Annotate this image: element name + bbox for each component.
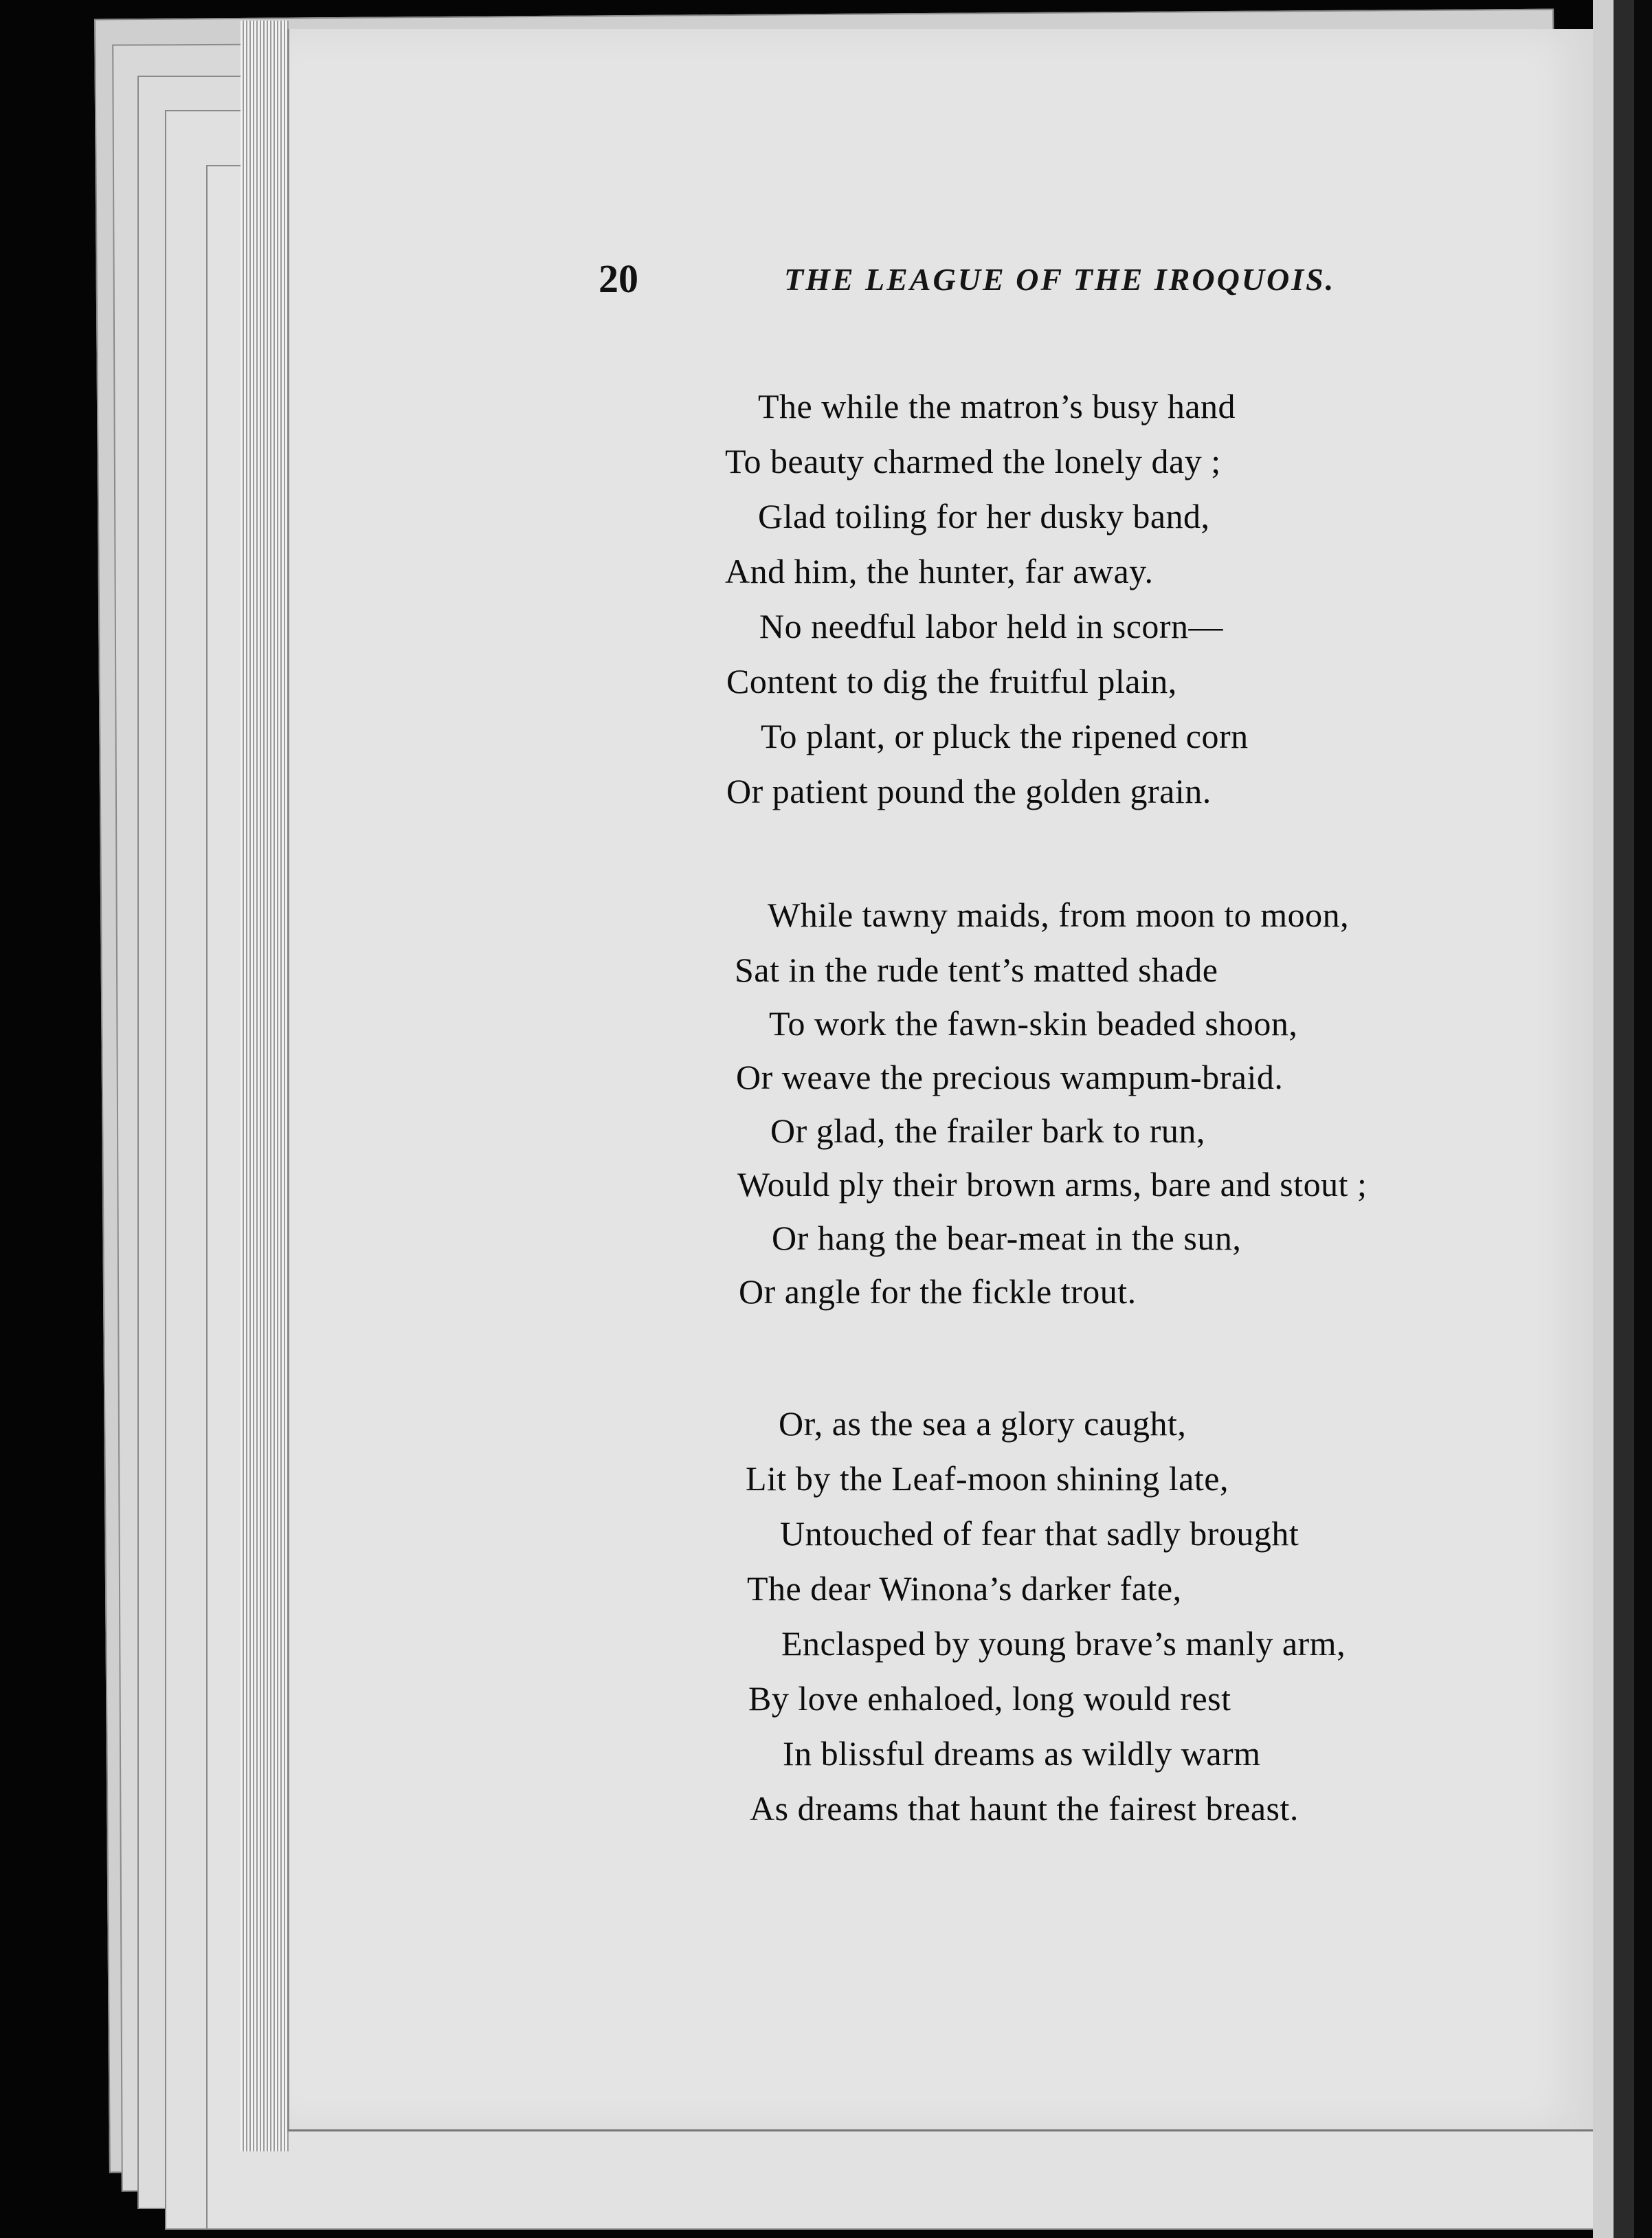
- poem-line: Content to dig the fruitful plain,: [726, 662, 1177, 700]
- poem-line: Or patient pound the golden grain.: [726, 772, 1212, 810]
- page-stack-edges: [241, 21, 289, 2151]
- poem-line: By love enhaloed, long would rest: [748, 1679, 1231, 1718]
- poem-line: To work the fawn-skin beaded shoon,: [769, 1004, 1298, 1043]
- poem-line: Or weave the precious wampum-braid.: [736, 1058, 1284, 1096]
- poem-line: The while the matron’s busy hand: [758, 387, 1236, 425]
- poem-line: And him, the hunter, far away.: [725, 552, 1154, 590]
- poem-line: No needful labor held in scorn—: [759, 607, 1224, 645]
- poem-line: Lit by the Leaf-moon shining late,: [746, 1459, 1229, 1498]
- poem-line: As dreams that haunt the fairest breast.: [750, 1789, 1299, 1828]
- poem-line: The dear Winona’s darker fate,: [747, 1569, 1182, 1608]
- page-header: [289, 235, 1595, 304]
- poem-line: Or hang the bear-meat in the sun,: [772, 1219, 1242, 1257]
- running-title: THE LEAGUE OF THE IROQUOIS.: [784, 262, 1336, 297]
- poem-line: Or, as the sea a glory caught,: [779, 1404, 1187, 1443]
- scan-right-edge: [1593, 0, 1652, 2238]
- poem-line: Or angle for the fickle trout.: [739, 1272, 1137, 1311]
- poem-line: To plant, or pluck the ripened corn: [761, 717, 1249, 755]
- poem-line: Untouched of fear that sadly brought: [780, 1514, 1299, 1553]
- book-page: [287, 29, 1595, 2131]
- poem-line: Glad toiling for her dusky band,: [758, 497, 1210, 535]
- poem-line: Enclasped by young brave’s manly arm,: [781, 1624, 1346, 1663]
- poem-line: In blissful dreams as wildly warm: [783, 1734, 1261, 1773]
- poem-line: Would ply their brown arms, bare and stout ;: [737, 1165, 1368, 1204]
- poem-line: To beauty charmed the lonely day ;: [725, 442, 1221, 480]
- page-number: 20: [599, 256, 638, 301]
- poem-line: While tawny maids, from moon to moon,: [768, 896, 1350, 934]
- poem-line: Or glad, the frailer bark to run,: [770, 1111, 1205, 1150]
- poem-line: Sat in the rude tent’s matted shade: [735, 951, 1218, 989]
